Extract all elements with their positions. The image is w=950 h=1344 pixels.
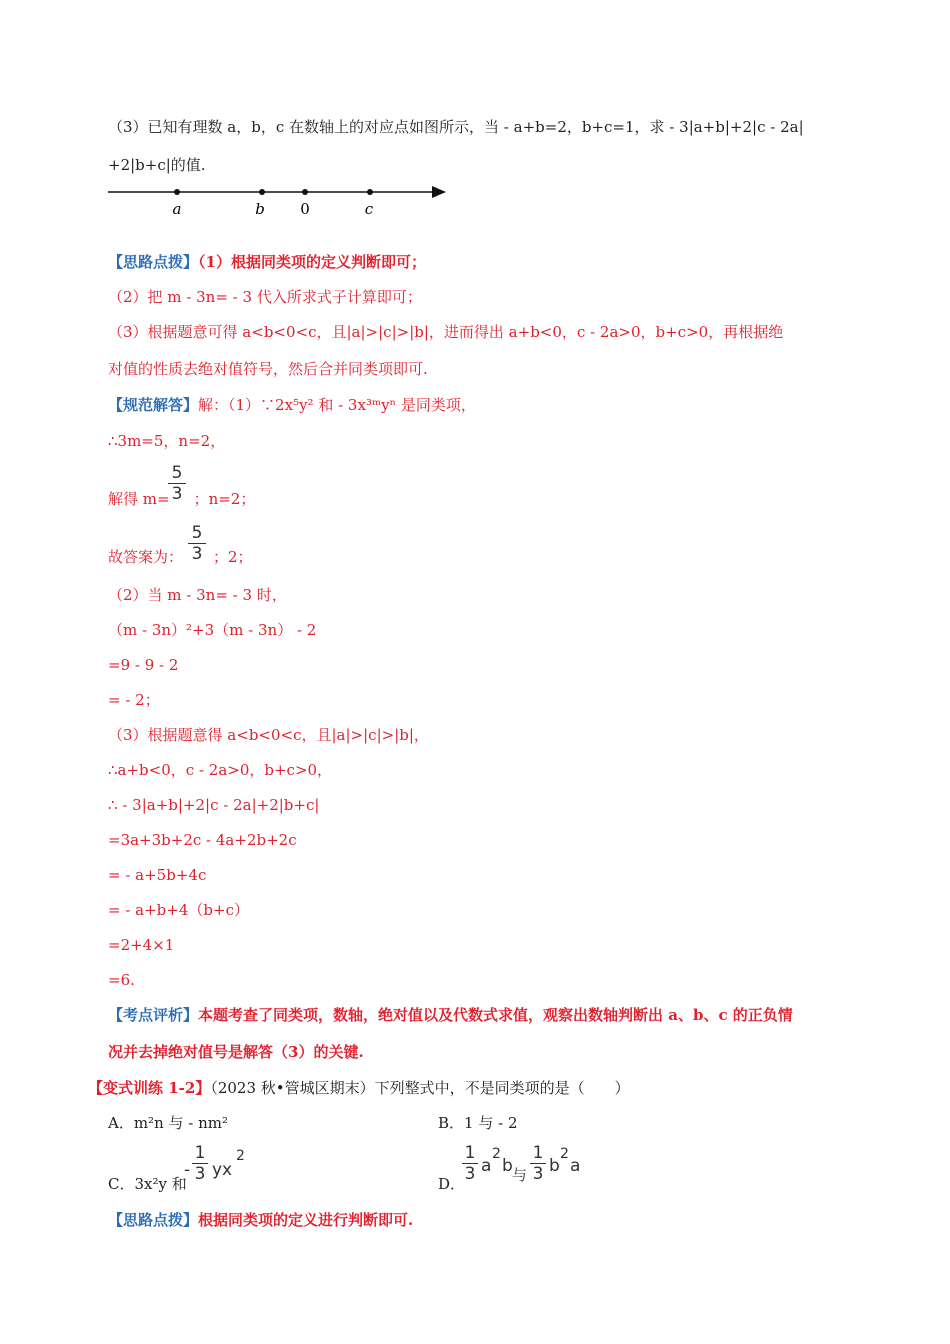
option-c-fraction: 1 3 bbox=[192, 1144, 208, 1183]
point-b bbox=[259, 189, 265, 195]
solution-step-1: ∴3m=5，n=2， bbox=[108, 432, 226, 450]
solution-part-3-d: = - a+5b+4c bbox=[108, 866, 207, 884]
review-line-2: 况并去掉绝对值号是解答（3）的关键. bbox=[108, 1043, 364, 1061]
solution-part-3-c: =3a+3b+2c - 4a+2b+2c bbox=[108, 831, 297, 849]
solution-part-3-b: ∴ - 3|a+b|+2|c - 2a|+2|b+c| bbox=[108, 796, 320, 814]
hint-2-line bbox=[108, 1210, 413, 1230]
label-a: a bbox=[172, 200, 182, 218]
option-d-label: D． bbox=[438, 1175, 466, 1193]
hint-1-line-2: （2）把 m - 3n= - 3 代入所求式子计算即可； bbox=[108, 288, 422, 306]
review-text-1: 本题考查了同类项，数轴，绝对值以及代数式求值，观察出数轴判断出 a、b、c 的正负情 bbox=[198, 1006, 793, 1024]
hint-1-tag: 【思路点拨】 bbox=[108, 253, 199, 271]
solution-step-2-post: ；n=2； bbox=[193, 490, 256, 508]
solution-intro: 解：（1）∵2x⁵y² 和 - 3x³ᵐyⁿ 是同类项， bbox=[198, 396, 476, 414]
label-zero: 0 bbox=[300, 200, 310, 218]
hint-2-text: 根据同类项的定义进行判断即可. bbox=[198, 1211, 414, 1229]
solution-part-2: （2）当 m - 3n= - 3 时， bbox=[108, 586, 287, 604]
hint-2-tag: 【思路点拨】 bbox=[108, 1211, 199, 1229]
option-d-expression: 1 3 a 2 b 与 1 3 b 2 a bbox=[462, 1152, 602, 1192]
label-b: b bbox=[255, 200, 265, 218]
review-line-1 bbox=[108, 1005, 793, 1025]
hint-1-line-1 bbox=[108, 252, 426, 272]
solution-part-2-c: = - 2； bbox=[108, 691, 160, 709]
variant-tag: 【变式训练 1-2】 bbox=[88, 1079, 211, 1097]
solution-part-3-e: = - a+b+4（b+c） bbox=[108, 901, 249, 919]
hint-1-line-3: （3）根据题意可得 a<b<0<c，且|a|>|c|>|b|，进而得出 a+b<0，c - 2a>0，b+c>0，再根据绝 bbox=[108, 323, 784, 341]
option-c-exponent: 2 bbox=[236, 1148, 245, 1164]
solution-intro-line bbox=[108, 395, 476, 415]
option-c-minus: - bbox=[184, 1160, 191, 1180]
option-c-expression bbox=[184, 1143, 264, 1192]
label-c: c bbox=[364, 200, 374, 218]
point-c bbox=[367, 189, 373, 195]
fraction-five-thirds-1: 5 3 bbox=[168, 464, 186, 503]
solution-step-3 bbox=[108, 547, 253, 567]
variant-question: （2023 秋•管城区期末）下列整式中，不是同类项的是（ ） bbox=[210, 1079, 630, 1097]
option-d-fraction-2: 1 3 bbox=[530, 1144, 546, 1183]
solution-part-3-f: =2+4×1 bbox=[108, 936, 175, 954]
option-d-fraction-1: 1 3 bbox=[462, 1144, 478, 1183]
solution-tag: 【规范解答】 bbox=[108, 396, 199, 414]
solution-part-3-a: ∴a+b<0，c - 2a>0，b+c>0， bbox=[108, 761, 333, 779]
number-line-figure bbox=[108, 180, 453, 220]
problem-3-line-2: +2|b+c|的值. bbox=[108, 156, 206, 174]
option-b: B．1 与 - 2 bbox=[438, 1114, 518, 1132]
solution-step-2-pre: 解得 m= bbox=[108, 490, 170, 508]
variant-question-line bbox=[88, 1078, 630, 1098]
option-c-label: C．3x²y 和 bbox=[108, 1175, 187, 1193]
solution-part-3: （3）根据题意得 a<b<0<c，且|a|>|c|>|b|， bbox=[108, 726, 429, 744]
solution-step-3-post: ；2； bbox=[213, 548, 253, 566]
option-c-yx: yx bbox=[212, 1160, 233, 1180]
fraction-five-thirds-2: 5 3 bbox=[188, 524, 206, 563]
hint-1-line-4: 对值的性质去绝对值符号，然后合并同类项即可. bbox=[108, 360, 428, 378]
option-d-and: 与 bbox=[512, 1166, 528, 1184]
point-zero bbox=[302, 189, 308, 195]
number-line-arrow bbox=[432, 186, 446, 198]
solution-part-2-b: =9 - 9 - 2 bbox=[108, 656, 179, 674]
solution-part-3-g: =6. bbox=[108, 971, 135, 989]
option-a: A．m²n 与 - nm² bbox=[108, 1114, 229, 1132]
problem-3-line-1: （3）已知有理数 a，b，c 在数轴上的对应点如图所示，当 - a+b=2，b+c=1，求 - 3|a+b|+2|c - 2a| bbox=[108, 118, 804, 136]
review-tag: 【考点评析】 bbox=[108, 1006, 199, 1024]
point-a bbox=[174, 189, 180, 195]
solution-step-3-pre: 故答案为： bbox=[108, 548, 184, 566]
solution-part-2-a: （m - 3n）²+3（m - 3n） - 2 bbox=[108, 621, 317, 639]
hint-1-text-1: （1）根据同类项的定义判断即可； bbox=[198, 253, 426, 271]
